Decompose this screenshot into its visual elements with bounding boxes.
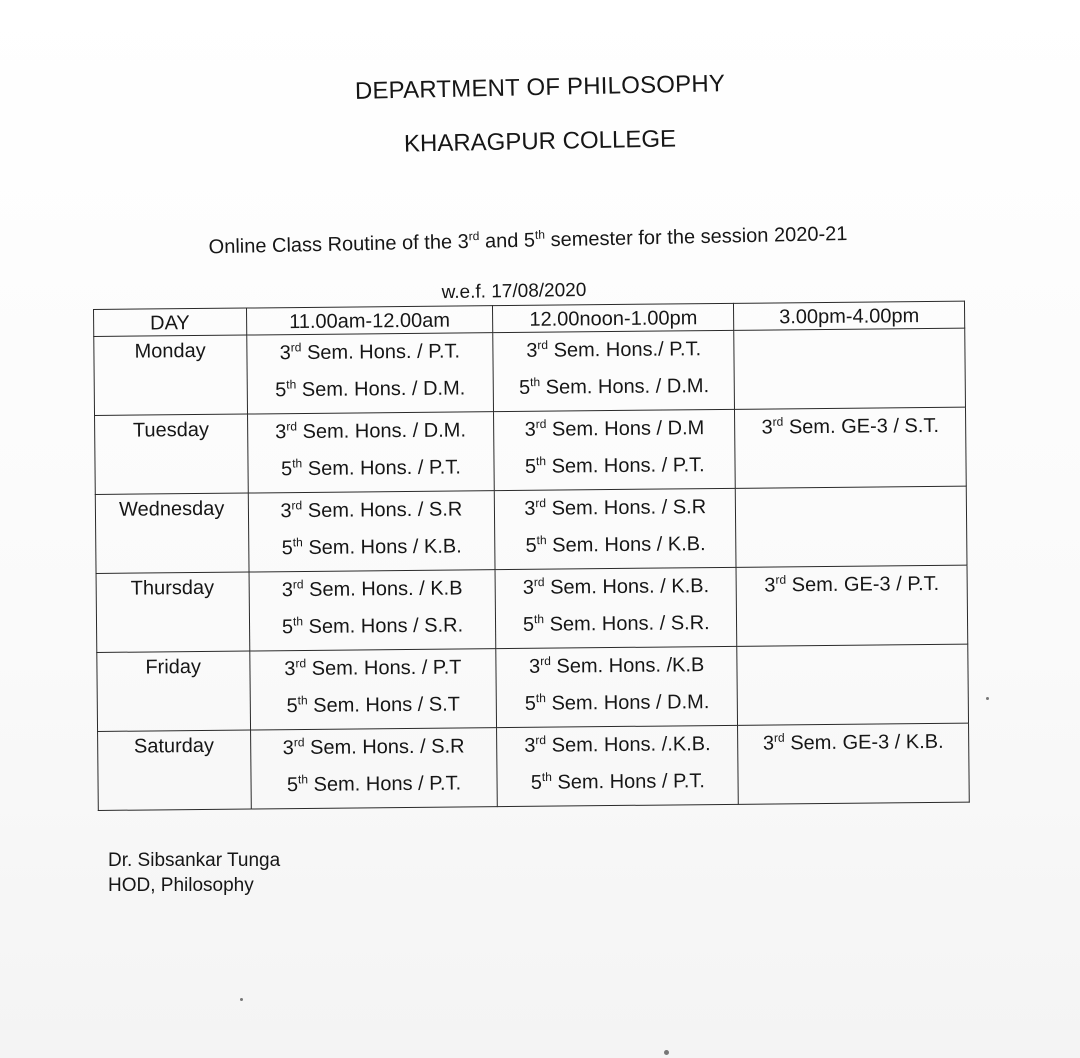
slot3-cell [735,407,967,488]
semester-number: 3 [526,339,538,362]
day-cell: Thursday [96,572,249,652]
slot3-cell [737,644,969,725]
semester-ordinal: rd [286,419,298,434]
semester-number: 5 [530,771,542,794]
class-details: Sem. Hons. / D.M. [296,419,467,444]
class-entry [496,605,736,644]
class-details: Sem. Hons / P.T. [307,772,462,796]
class-details: Sem. Hons./ P.T. [547,338,702,362]
college-title: KHARAGPUR COLLEGE [403,125,677,158]
semester-number: 3 [522,576,535,599]
semester-ordinal: rd [290,340,302,355]
semester-number: 5 [286,774,299,797]
routine-table-body [94,328,970,810]
slot1-cell [249,649,497,730]
table-row [94,328,966,415]
class-details: Sem. Hons. / D.M. [540,375,710,399]
slot3-cell [735,486,967,567]
semester-ordinal: rd [292,577,304,592]
class-details: Sem. GE-3 / S.T. [783,414,940,439]
slot1-cell [246,333,494,414]
subtitle-text-2: and 5 [479,229,536,253]
semester-ordinal: th [533,612,545,627]
class-details: Sem. Hons. / S.R [545,496,707,520]
subtitle-text-1: Online Class Routine of the 3 [208,230,469,259]
column-header-slot2: 12.00noon-1.00pm [493,303,734,332]
class-entry [247,370,493,409]
semester-number: 3 [764,574,776,597]
semester-number: 3 [761,416,773,439]
class-details: Sem. Hons / S.R. [302,614,464,638]
class-entry [248,412,494,451]
semester-ordinal: rd [772,414,784,429]
slot1-cell [250,728,498,809]
slot2-cell [495,567,737,648]
semester-ordinal: th [541,769,552,785]
semester-ordinal: rd [535,416,547,432]
semester-number: 3 [281,579,294,602]
class-entry [249,528,495,567]
table-row [98,723,970,810]
routine-table [93,301,970,811]
class-entry [497,647,737,686]
class-entry [498,763,738,802]
semester-number: 5 [524,455,537,478]
class-entry [495,526,735,565]
class-details: Sem. GE-3 / K.B. [784,730,944,755]
class-details: Sem. GE-3 / P.T. [786,572,940,597]
class-entry [494,410,734,449]
table-row [96,565,968,652]
class-entry [250,649,496,688]
slot2-cell [493,330,735,411]
semester-ordinal: th [530,375,541,390]
class-entry [494,368,734,407]
semester-ordinal: rd [537,337,549,353]
signatory-name: Dr. Sibsankar Tunga [108,850,281,871]
semester-ordinal: rd [775,572,787,587]
semester-number: 5 [286,695,298,718]
slot2-cell [495,488,737,569]
class-entry [738,724,968,763]
class-details: Sem. Hons. / P.T. [302,456,461,480]
semester-ordinal: th [286,377,297,392]
day-cell: Tuesday [95,414,248,494]
semester-number: 5 [275,379,287,402]
class-entry [495,447,735,486]
class-details: Sem. Hons. / S.R [304,735,465,759]
class-details: Sem. Hons. / S.R [302,498,463,523]
subtitle-sup-1: rd [468,229,480,244]
day-cell: Saturday [98,730,251,810]
semester-ordinal: rd [535,496,547,511]
class-entry [496,568,736,607]
semester-number: 5 [281,458,293,481]
department-title: DEPARTMENT OF PHILOSOPHY [354,70,726,105]
semester-number: 3 [762,732,775,755]
class-details: Sem. Hons / D.M. [545,691,710,715]
semester-number: 3 [524,418,536,441]
semester-number: 5 [524,692,537,715]
semester-ordinal: th [297,772,309,787]
semester-ordinal: th [297,693,308,708]
semester-ordinal: th [535,454,547,469]
class-entry [494,331,734,370]
semester-ordinal: th [292,535,303,550]
semester-ordinal: th [536,533,547,548]
class-details: Sem. Hons. / D.M. [296,377,466,402]
semester-number: 3 [279,342,291,365]
class-entry [735,408,965,447]
semester-ordinal: th [292,456,303,471]
class-entry [248,491,494,530]
class-details: Sem. Hons. / S.R. [543,612,710,636]
column-header-day: DAY [94,308,247,336]
slot2-cell [494,409,736,490]
subtitle-sup-2: th [534,227,546,242]
semester-number: 3 [282,737,294,760]
paper-speck [240,998,243,1001]
slot2-cell [497,725,739,806]
semester-ordinal: rd [293,735,305,750]
day-cell: Friday [97,651,250,731]
class-details: Sem. Hons / P.T. [551,770,706,794]
semester-number: 5 [522,613,535,636]
class-details: Sem. Hons. / P.T [306,656,462,680]
slot3-cell [738,723,970,804]
day-cell: Monday [94,335,247,415]
semester-ordinal: rd [773,730,785,745]
paper-speck [986,697,989,700]
class-entry [251,728,497,767]
semester-number: 3 [524,497,536,520]
day-cell: Wednesday [95,493,248,573]
semester-number: 3 [284,658,296,681]
class-details: Sem. Hons. /K.B [550,654,705,678]
semester-ordinal: rd [533,575,545,590]
semester-number: 3 [275,421,287,444]
class-entry [495,489,735,528]
semester-number: 5 [525,534,537,557]
class-entry [248,449,494,488]
semester-ordinal: rd [540,653,551,669]
effective-date: w.e.f. 17/08/2020 [441,279,587,304]
routine-subtitle [0,217,1068,264]
class-details: Sem. Hons / D.M [546,417,705,441]
slot3-cell [734,328,966,409]
class-details: Sem. Hons. /.K.B. [546,733,711,757]
semester-ordinal: rd [535,733,547,748]
semester-ordinal: rd [291,498,303,513]
slot1-cell [247,412,495,493]
slot3-cell [736,565,968,646]
class-entry [251,765,497,804]
class-entry [737,566,967,605]
semester-ordinal: th [535,691,546,706]
table-row [95,486,967,573]
semester-ordinal: rd [295,656,307,671]
paper-speck [664,1050,669,1055]
class-entry [497,726,737,765]
class-entry [250,686,496,725]
subtitle-text-3: semester for the session 2020-21 [544,222,848,252]
class-details: Sem. Hons / S.T [307,693,461,717]
class-details: Sem. Hons / K.B. [546,533,706,557]
class-details: Sem. Hons. / K.B [303,577,463,601]
semester-number: 3 [280,500,292,523]
table-row [97,644,969,731]
table-row [95,407,967,494]
column-header-slot1: 11.00am-12.00am [246,306,493,335]
routine-table-wrapper [93,301,970,811]
class-details: Sem. Hons / K.B. [302,535,462,559]
class-entry [249,607,495,646]
class-entry [497,684,737,723]
semester-number: 3 [529,655,541,678]
class-details: Sem. Hons. / P.T. [301,340,461,365]
signatory-role: HOD, Philosophy [108,875,254,896]
slot1-cell [249,570,497,651]
slot2-cell [496,646,738,727]
class-entry [249,570,495,609]
class-entry [247,333,493,372]
class-details: Sem. Hons. / P.T. [545,454,705,478]
semester-ordinal: th [292,614,304,629]
semester-number: 5 [281,537,293,560]
slot1-cell [248,491,496,572]
semester-number: 3 [524,734,536,757]
semester-number: 5 [281,616,294,639]
class-details: Sem. Hons. / K.B. [544,575,710,599]
semester-number: 5 [518,376,531,399]
column-header-slot3: 3.00pm-4.00pm [734,301,965,330]
